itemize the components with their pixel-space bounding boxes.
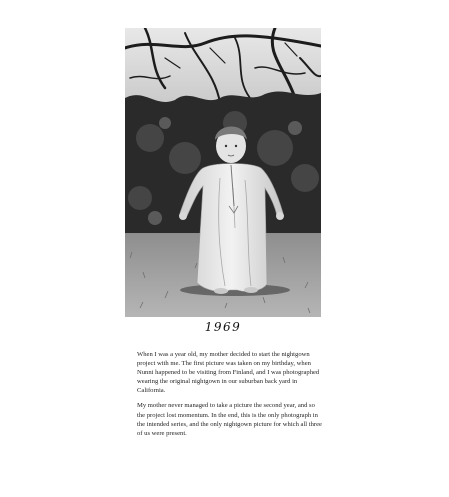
paragraph-1: When I was a year old, my mother decided to start the nightgown project with me. The first picture was taken on my birthday, when Nunni happened to be visiting from Finland, and I was photographed wearing the original nightgown in our suburban back yard in California. — [137, 351, 320, 395]
photo-year-caption: 1969 — [204, 320, 242, 334]
paragraph-2: My mother never managed to take a picture the second year, and so the project lost momentum. In the end, this is the only photograph in the intended series, and the only nightgown picture for which all three of us were present. — [137, 402, 322, 437]
body-text — [137, 350, 322, 444]
black-and-white-photo — [125, 28, 321, 317]
